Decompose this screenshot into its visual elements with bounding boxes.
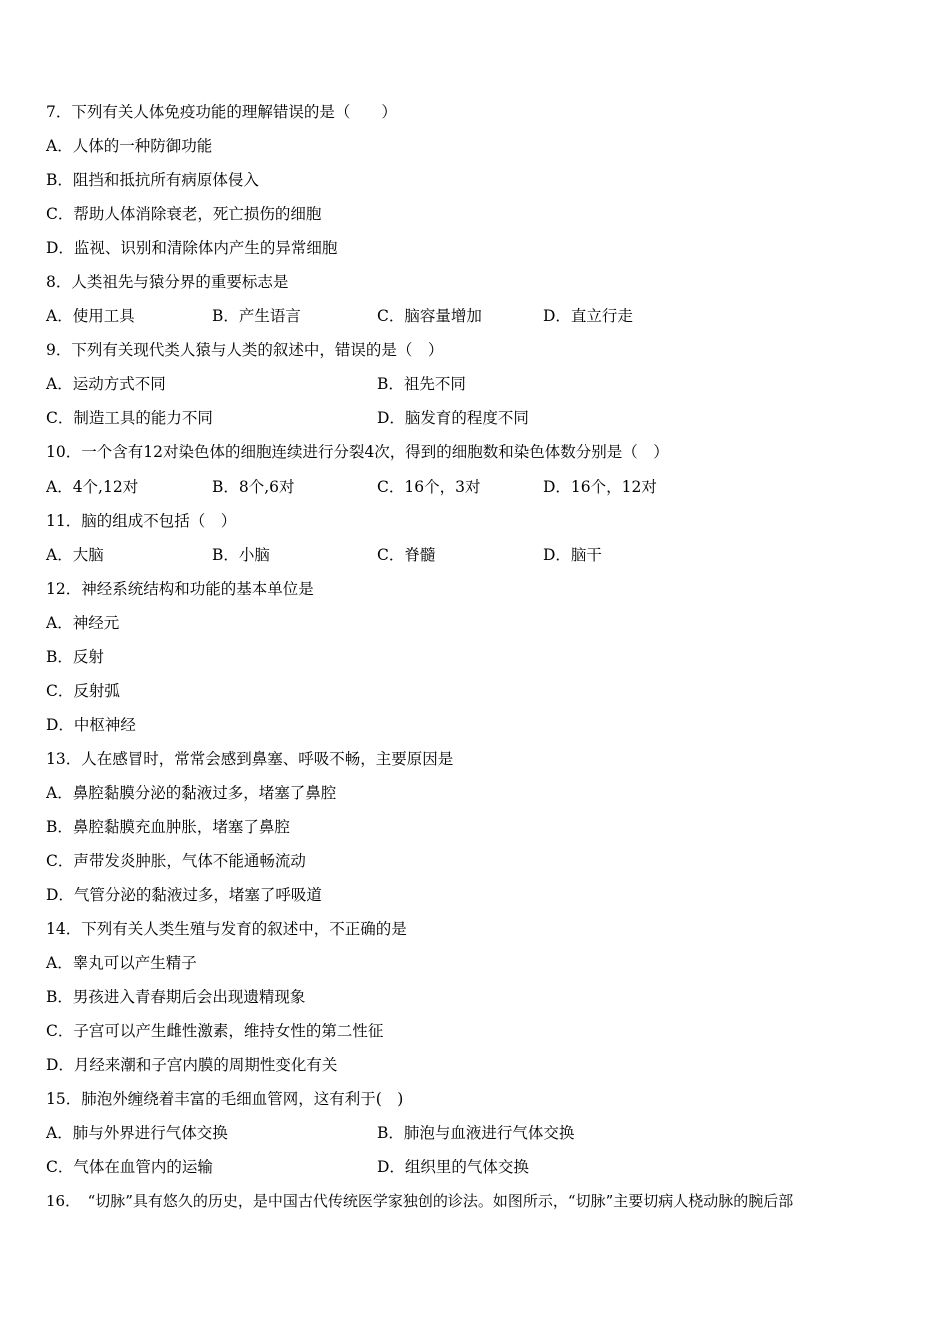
question-11-option-b: B．小脑 [212, 546, 270, 564]
question-15-options-row1 [46, 1121, 906, 1145]
question-13-stem: 13．人在感冒时，常常会感到鼻塞、呼吸不畅，主要原因是 [46, 750, 454, 768]
question-8-option-b: B．产生语言 [212, 307, 301, 325]
question-11-options [46, 543, 906, 567]
question-11-option-a: A．大脑 [46, 546, 104, 564]
question-14-stem: 14．下列有关人类生殖与发育的叙述中，不正确的是 [46, 920, 407, 938]
question-7-option-d: D．监视、识别和清除体内产生的异常细胞 [46, 239, 338, 257]
question-7-option-b: B．阻挡和抵抗所有病原体侵入 [46, 171, 259, 189]
question-12-option-b: B．反射 [46, 648, 104, 666]
question-9-options-row1 [46, 372, 906, 396]
question-8-options [46, 304, 906, 328]
question-15-option-a: A．肺与外界进行气体交换 [46, 1124, 228, 1142]
question-8-option-c: C．脑容量增加 [377, 307, 482, 325]
question-14-option-a: A．睾丸可以产生精子 [46, 954, 197, 972]
question-7-stem: 7．下列有关人体免疫功能的理解错误的是（ ） [46, 103, 397, 121]
question-9-option-a: A．运动方式不同 [46, 375, 166, 393]
question-8-option-d: D．直立行走 [543, 307, 633, 325]
question-9-option-c: C．制造工具的能力不同 [46, 409, 213, 427]
question-10-option-b: B．8个,6对 [212, 478, 295, 496]
question-9-options-row2 [46, 406, 906, 430]
question-15-option-d: D．组织里的气体交换 [377, 1158, 529, 1176]
question-10-option-d: D．16个，12对 [543, 478, 657, 496]
question-13-option-d: D．气管分泌的黏液过多，堵塞了呼吸道 [46, 886, 322, 904]
question-11-option-d: D．脑干 [543, 546, 602, 564]
question-12-stem: 12．神经系统结构和功能的基本单位是 [46, 580, 314, 598]
question-16-stem: 16． “切脉”具有悠久的历史，是中国古代传统医学家独创的诊法。如图所示，“切脉”主要切病人桡动脉的腕后部 [46, 1192, 794, 1210]
question-8-option-a: A．使用工具 [46, 307, 135, 325]
question-12-option-d: D．中枢神经 [46, 716, 136, 734]
question-9-stem: 9．下列有关现代类人猿与人类的叙述中，错误的是（ ） [46, 341, 444, 359]
question-9-option-b: B．祖先不同 [377, 375, 466, 393]
question-11-stem: 11．脑的组成不包括（ ） [46, 512, 237, 530]
question-14-option-c: C．子宫可以产生雌性激素，维持女性的第二性征 [46, 1022, 384, 1040]
question-10-options [46, 475, 906, 499]
question-8-stem: 8．人类祖先与猿分界的重要标志是 [46, 273, 289, 291]
question-13-option-c: C．声带发炎肿胀，气体不能通畅流动 [46, 852, 306, 870]
question-12-option-c: C．反射弧 [46, 682, 120, 700]
question-14-option-b: B．男孩进入青春期后会出现遗精现象 [46, 988, 306, 1006]
question-10-option-a: A．4个,12对 [46, 478, 139, 496]
question-10-option-c: C．16个，3对 [377, 478, 481, 496]
question-14-option-d: D．月经来潮和子宫内膜的周期性变化有关 [46, 1056, 338, 1074]
question-7-option-a: A．人体的一种防御功能 [46, 137, 213, 155]
question-13-option-a: A．鼻腔黏膜分泌的黏液过多，堵塞了鼻腔 [46, 784, 337, 802]
question-15-option-c: C．气体在血管内的运输 [46, 1158, 213, 1176]
question-13-option-b: B．鼻腔黏膜充血肿胀，堵塞了鼻腔 [46, 818, 290, 836]
question-10-stem: 10．一个含有12对染色体的细胞连续进行分裂4次，得到的细胞数和染色体数分别是（ ） [46, 443, 669, 461]
question-9-option-d: D．脑发育的程度不同 [377, 409, 529, 427]
question-12-option-a: A．神经元 [46, 614, 120, 632]
question-11-option-c: C．脊髓 [377, 546, 436, 564]
question-15-options-row2 [46, 1155, 906, 1179]
question-15-stem: 15．肺泡外缠绕着丰富的毛细血管网，这有利于( ) [46, 1090, 404, 1108]
question-7-option-c: C．帮助人体消除衰老，死亡损伤的细胞 [46, 205, 322, 223]
question-15-option-b: B．肺泡与血液进行气体交换 [377, 1124, 575, 1142]
